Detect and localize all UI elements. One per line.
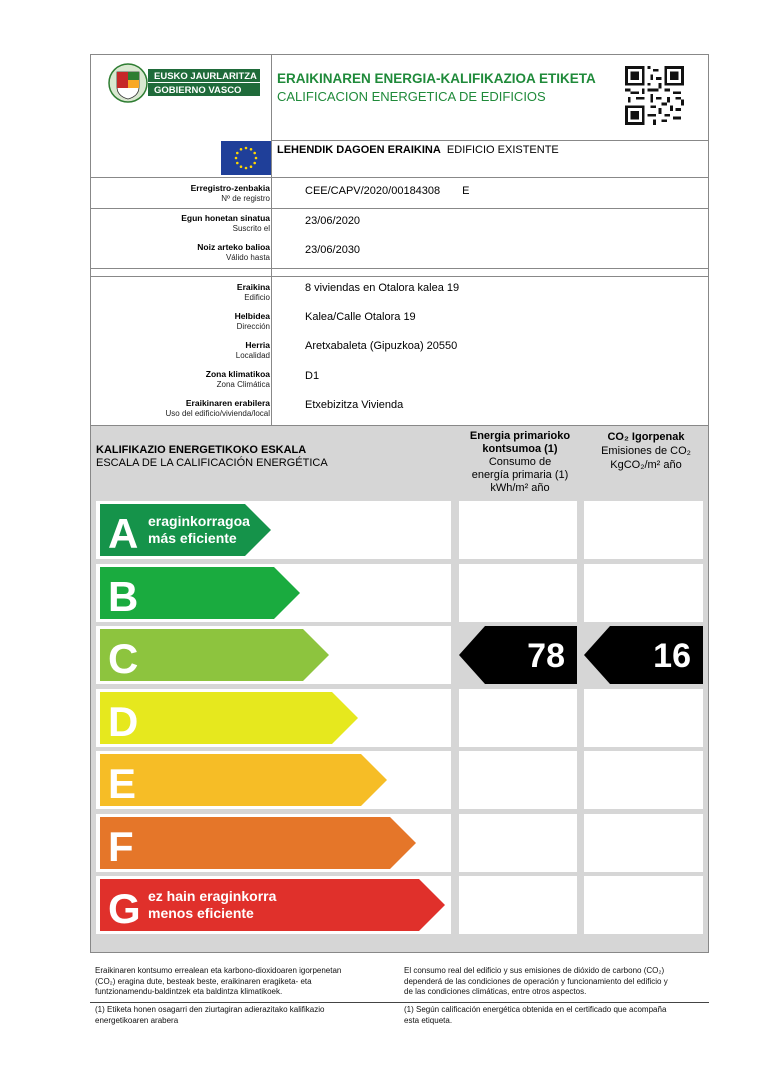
footnote-eu: (1) Etiketa honen osagarri den ziurtagiran adierazitako kalifikazio energetikoaren arabera: [95, 1005, 325, 1025]
class-row-a: [96, 501, 451, 559]
class-letter-b: B: [108, 573, 139, 620]
emisiones-cell-f: [584, 814, 703, 872]
class-row-b: [96, 564, 451, 622]
emisiones-cell-e: [584, 751, 703, 809]
field-value-suscrito: 23/06/2020: [305, 215, 361, 227]
field-value-valido: 23/06/2030: [305, 244, 361, 256]
title-es: CALIFICACION ENERGETICA DE EDIFICIOS: [277, 89, 546, 104]
eu-flag-icon: [221, 141, 271, 175]
class-arrow-f: [100, 817, 416, 869]
class-row-c: [96, 626, 451, 684]
divider: [91, 208, 708, 209]
class-letter-e: E: [108, 760, 137, 807]
emisiones-header: CO₂ Igorpenak Emisiones de CO₂ KgCO₂/m² año: [601, 431, 691, 471]
class-row-g: [96, 876, 451, 934]
field-label-suscrito: Egun honetan sinatua Suscrito el: [181, 213, 270, 233]
class-row-f: [96, 814, 451, 872]
building-type: [277, 144, 559, 156]
gobierno-vasco-logo: [106, 62, 260, 104]
class-letter-f: F: [108, 823, 134, 870]
consumo-header: Energia primarioko kontsumoa (1) Consumo de energía primaria (1) kWh/m² año: [469, 430, 571, 494]
field-label-zona: Zona klimatikoa Zona Climática: [205, 369, 270, 389]
class-row-e: [96, 751, 451, 809]
scale-title-eu: KALIFIKAZIO ENERGETIKOKO ESKALA: [96, 444, 307, 456]
field-value-uso: Etxebizitza Vivienda: [305, 399, 404, 411]
title-eu: ERAIKINAREN ENERGIA-KALIFIKAZIOA ETIKETA: [277, 71, 596, 86]
consumo-cell-f: [459, 814, 577, 872]
scale-title-es: ESCALA DE LA CALIFICACIÓN ENERGÉTICA: [96, 457, 328, 469]
emisiones-cell-b: [584, 564, 703, 622]
field-value-direccion: Kalea/Calle Otalora 19: [305, 311, 416, 323]
bottom-label-eu: ez hain eraginkorra: [148, 888, 277, 904]
field-value-registro: CEE/CAPV/2020/00184308 E: [305, 185, 470, 197]
emisiones-cell-a: [584, 501, 703, 559]
class-letter-a: A: [108, 510, 139, 557]
class-letter-d: D: [108, 698, 139, 745]
divider: [91, 268, 708, 269]
building-type-es: EDIFICIO EXISTENTE: [446, 144, 559, 156]
bottom-label-es: menos eficiente: [148, 905, 254, 921]
consumo-cell-a: [459, 501, 577, 559]
class-letter-c: C: [108, 635, 139, 682]
field-label-registro: Erregistro-zenbakia Nº de registro: [190, 183, 270, 203]
field-value-zona: D1: [305, 370, 320, 382]
footer-divider: [90, 1002, 709, 1003]
emisiones-value: 16: [653, 637, 691, 675]
footnote-es: (1) Según calificación energética obtenida en el certificado que acompaña esta etiqueta.: [404, 1005, 667, 1025]
field-label-uso: Eraikinaren erabilera Uso del edificio/vivienda/local: [165, 398, 270, 418]
emisiones-cell-g: [584, 876, 703, 934]
field-value-localidad: Aretxabaleta (Gipuzkoa) 20550: [305, 340, 458, 352]
field-label-direccion: Helbidea Dirección: [234, 311, 270, 331]
class-arrow-d: [100, 692, 358, 744]
qr-code: [625, 66, 684, 125]
class-arrow-e: [100, 754, 387, 806]
consumo-cell-d: [459, 689, 577, 747]
footer-eu: Eraikinaren kontsumo errealean eta karbono-dioxidoaren igorpenetan (CO₂) eragina dute, besteak beste, eraikinaren eragiketa- eta funtzionamendu-baldintzek eta baldintza klimatikoek.: [95, 966, 342, 996]
field-label-edificio: Eraikina Edificio: [236, 282, 270, 302]
field-label-localidad: Herria Localidad: [235, 340, 270, 360]
class-row-d: [96, 689, 451, 747]
consumo-cell-b: [459, 564, 577, 622]
divider: [271, 55, 272, 425]
logo-line1: EUSKO JAURLARITZA: [154, 71, 257, 82]
top-label-eu: eraginkorragoa: [148, 513, 250, 529]
consumo-value: 78: [527, 637, 565, 675]
consumo-cell-c: [459, 626, 577, 684]
divider: [271, 140, 708, 141]
field-label-valido: Noiz arteko balioa Válido hasta: [197, 242, 270, 262]
consumo-cell-g: [459, 876, 577, 934]
divider: [91, 276, 708, 277]
emisiones-cell-c: [584, 626, 703, 684]
class-letter-g: G: [108, 885, 141, 932]
footer-es: El consumo real del edificio y sus emisiones de dióxido de carbono (CO₂) dependerá de las condiciones de operación y funcionamiento del edificio y de las condiciones climáticas, entre otros aspectos.: [404, 966, 668, 996]
top-label-es: más eficiente: [148, 530, 237, 546]
building-type-eu: LEHENDIK DAGOEN ERAIKINA: [277, 144, 441, 156]
consumo-cell-e: [459, 751, 577, 809]
logo-line2: GOBIERNO VASCO: [154, 85, 242, 96]
field-value-edificio: 8 viviendas en Otalora kalea 19: [305, 282, 460, 294]
divider: [91, 177, 708, 178]
emisiones-cell-d: [584, 689, 703, 747]
